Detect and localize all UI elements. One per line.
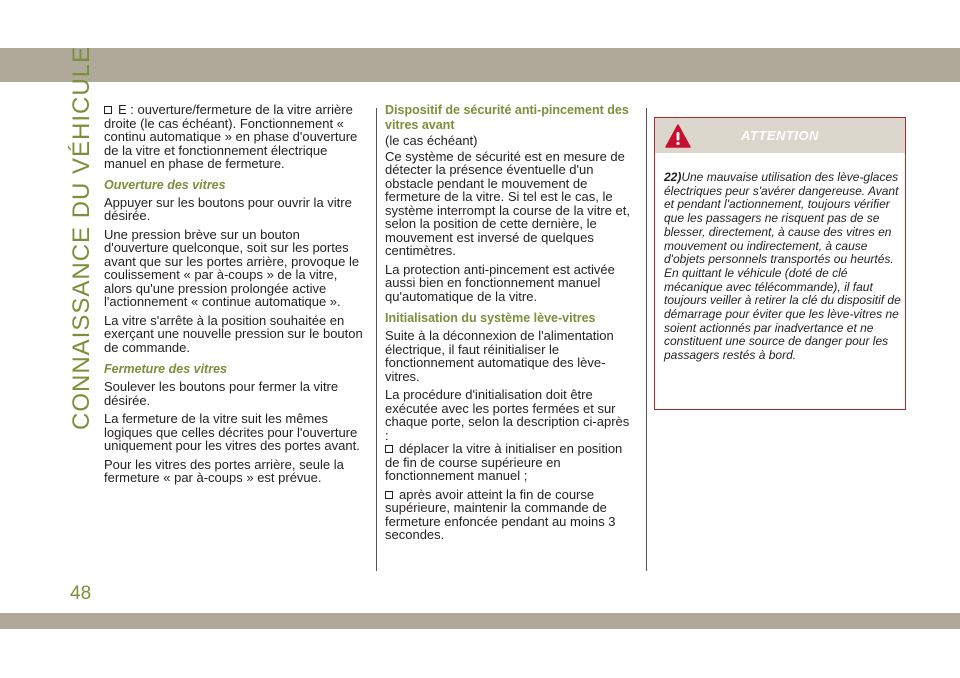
heading-securite: Dispositif de sécurité anti-pincement des vitres avant [385, 103, 629, 132]
heading-ouverture: Ouverture des vitres [104, 177, 226, 192]
paragraph: (le cas échéant) [385, 133, 478, 148]
footer-band [0, 613, 960, 629]
bullet-e-text: E : ouverture/fermeture de la vitre arrière droite (le cas échéant). Fonctionnement « continu automatique » en phase d'ouverture de la vitre et fonctionnement électrique manuel en phase de fermeture. [104, 102, 358, 171]
bullet-text: déplacer la vitre à initialiser en position de fin de course supérieure en fonctionnement manuel ; [385, 441, 623, 483]
heading-fermeture: Fermeture des vitres [104, 362, 227, 376]
page-number: 48 [70, 583, 92, 604]
column-middle [385, 103, 635, 547]
square-bullet-icon [385, 491, 393, 499]
paragraph: Soulever les boutons pour fermer la vitre désirée. [104, 379, 339, 408]
column-left [104, 103, 366, 490]
warning-box [654, 117, 906, 410]
paragraph: La protection anti-pincement est activée aussi bien en fonctionnement manuel qu'automatique de la vitre. [385, 261, 615, 304]
warning-header [655, 118, 905, 153]
section-side-title: CONNAISSANCE DU VÉHICULE [68, 45, 95, 430]
square-bullet-icon [385, 445, 393, 453]
header-band [0, 48, 960, 82]
bullet-text: après avoir atteint la fin de course supérieure, maintenir la commande de fermeture enfoncée pendant au moins 3 secondes. [385, 486, 616, 542]
paragraph: La vitre s'arrête à la position souhaitée en exerçant une nouvelle pression sur le bouton de commande. [104, 312, 363, 355]
bullet-item-e [104, 103, 366, 171]
list-item [385, 442, 635, 483]
paragraph: La fermeture de la vitre suit les mêmes logiques que celles décrites pour l'ouverture uniquement pour les vitres des portes avant. [104, 411, 360, 453]
square-bullet-icon [104, 106, 112, 114]
warning-body [655, 153, 905, 363]
paragraph: Appuyer sur les boutons pour ouvrir la vitre désirée. [104, 194, 352, 223]
heading-initialisation: Initialisation du système lève-vitres [385, 311, 596, 325]
paragraph: Ce système de sécurité est en mesure de détecter la présence éventuelle d'un obstacle pendant le mouvement de fermeture de la vitre. Si tel est le cas, le système interrompt la course de la vitre et, selon la position de cette dernière, le mouvement est inversé de quelques centimètres. [385, 148, 630, 258]
warning-title: ATTENTION [741, 128, 819, 143]
column-divider [646, 108, 647, 571]
warning-text: Une mauvaise utilisation des lève-glaces électriques peur s'avérer dangereuse. Avant et pendant l'actionnement, toujours vérifier que les passagers ne risquent pas de se blesser, directement, à cause des vitres en mouvement ou indirectement, à cause d'objets personnels transportés ou heurtés. En quittant le véhicule (doté de clé mécanique avec télécommande), il faut toujours veiller à retirer la clé du dispositif de démarrage pour éviter que les lève-vitres ne soient actionnés par inadvertance et ne constituent une source de danger pour les passagers restés à bord. [664, 170, 901, 363]
column-divider [376, 108, 377, 571]
list-item [385, 488, 635, 542]
paragraph: Une pression brève sur un bouton d'ouverture quelconque, soit sur les portes avant que sur les portes arrière, provoque le coulissement « par à-coups » de la vitre, alors qu'une pression prolongée active l'actionnement « continue automatique ». [104, 226, 360, 309]
paragraph: La procédure d'initialisation doit être exécutée avec les portes fermées et sur chaque porte, selon la description ci-après : [385, 387, 630, 443]
note-number: 22) [664, 170, 682, 184]
paragraph: Suite à la déconnexion de l'alimentation électrique, il faut réinitialiser le fonctionnement automatique des lève-vitres. [385, 328, 614, 384]
paragraph: Pour les vitres des portes arrière, seule la fermeture « par à-coups » est prévue. [104, 456, 344, 485]
